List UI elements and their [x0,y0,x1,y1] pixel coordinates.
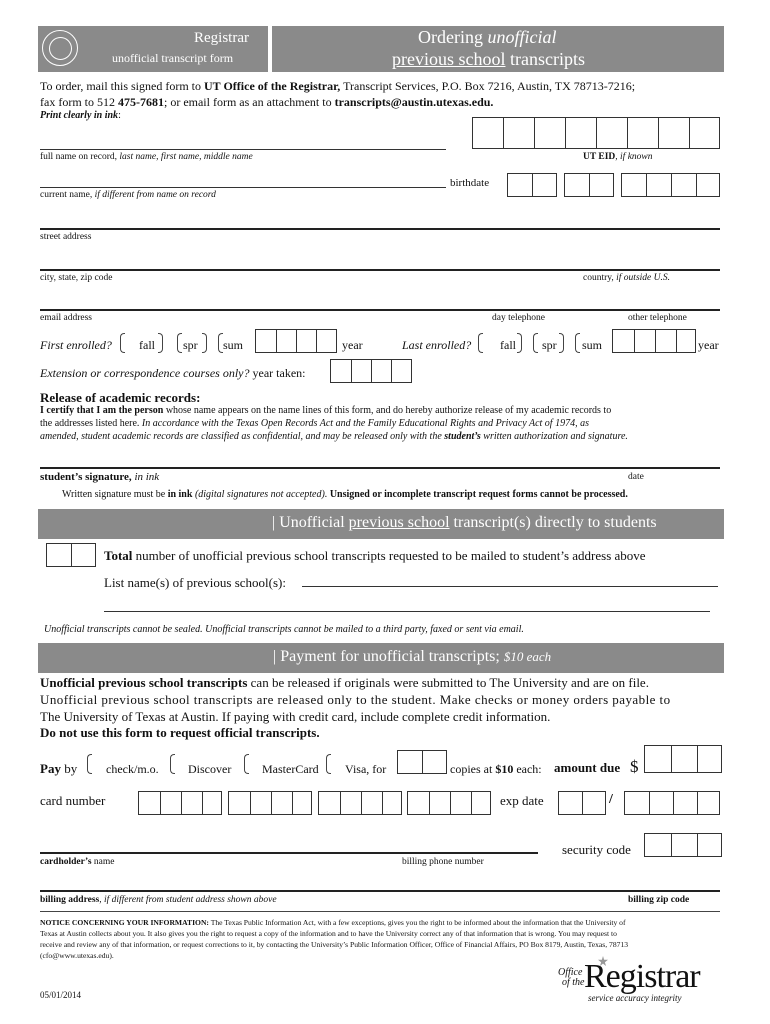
school-list-label: List name(s) of previous school(s): [104,575,286,590]
amount-due-label: amount due [554,760,621,775]
country-label: country, if outside U.S. [583,273,670,283]
last-sum-label: sum [582,338,603,352]
title-line-1: Ordering unofficial [418,27,557,47]
payment-section-title: | Payment for unofficial transcripts; $10 each [273,648,552,665]
intro-line-1: To order, mail this signed form to UT Office of the Registrar, Transcript Services, P.O. Box 7216, Austin, TX 78713-7216; [40,79,636,93]
first-fall-label: fall [139,338,155,352]
signature-note: Written signature must be in ink (digital signatures not accepted). Unsigned or incomplete transcript request forms cannot be processed. [62,489,628,500]
current-name-line[interactable] [40,187,446,188]
mastercard-label: MasterCard [262,762,319,776]
payment-para-1: Unofficial previous school transcripts can be released if originals were submitted to The University and are on file. [40,675,649,690]
check-label: check/m.o. [106,762,159,776]
date-label: date [628,472,644,482]
other-phone-label: other telephone [628,313,687,323]
current-name-label: current name, if different from name on record [40,190,216,200]
first-year-label: year [342,338,363,352]
students-note: Unofficial transcripts cannot be sealed. Unofficial transcripts cannot be mailed to a third party, faxed or sent via email. [44,624,524,635]
notice-line-3: receive and review any of that information, or request corrections to it, by contacting the University’s Public Information Officer, Office of Financial Affairs, PO Box 8179, Austin, Texas, 78713 [40,940,629,949]
exp-date-label: exp date [500,793,544,808]
last-enrolled-label: Last enrolled? [402,338,472,352]
cardholder-label: cardholder’s name [40,857,115,867]
first-spr-right-paren-icon [202,333,207,353]
billing-zip-label: billing zip code [628,895,690,905]
birthdate-year-box[interactable] [621,173,720,197]
form-date: 05/01/2014 [40,990,82,1000]
first-fall-right-paren-icon [158,333,163,353]
discover-label: Discover [188,762,232,776]
logo-of-the: of the [562,977,585,988]
last-fall-label: fall [500,338,516,352]
card-number-group-2[interactable] [228,791,312,815]
card-number-group-4[interactable] [407,791,491,815]
school-list-line-2[interactable] [104,611,710,612]
pay-by-label: Pay by [40,761,78,776]
school-list-line-1[interactable] [302,586,718,587]
last-sum-checkbox-icon[interactable] [575,333,580,353]
first-fall-checkbox-icon[interactable] [120,333,125,353]
card-number-group-1[interactable] [138,791,222,815]
billing-phone-label: billing phone number [402,857,484,867]
payment-para-3: The University of Texas at Austin. If paying with credit card, include complete credit information. [40,709,551,724]
card-number-group-3[interactable] [318,791,402,815]
full-name-line[interactable] [40,149,446,150]
street-line[interactable] [40,228,720,230]
total-label: Total number of unofficial previous school transcripts requested to be mailed to student’s address above [104,548,646,563]
amount-due-boxes[interactable] [644,745,722,773]
logo-tagline: service accuracy integrity [588,993,682,1003]
signature-line[interactable] [40,467,720,469]
first-year-boxes[interactable] [255,329,337,353]
notice-line-1: NOTICE CONCERNING YOUR INFORMATION: The Texas Public Information Act, with a few exceptions, gives you the right to be informed about the information that the University of [40,918,626,927]
payment-para-2: Unofficial previous school transcripts are released only to the student. Make checks or money orders payable to [40,692,671,707]
first-spr-checkbox-icon[interactable] [177,333,182,353]
students-section-title: | Unofficial previous school transcript(s) directly to students [272,514,657,531]
last-year-label: year [698,338,719,352]
release-line-2: the addresses listed here. In accordance with the Texas Open Records Act and the Family Educational Rights and Privacy Act of 1974, as [40,418,589,429]
day-phone-label: day telephone [492,313,546,323]
first-sum-label: sum [223,338,244,352]
card-number-label: card number [40,793,106,808]
mastercard-option-icon[interactable] [244,754,249,774]
city-line[interactable] [40,269,720,271]
discover-option-icon[interactable] [170,754,175,774]
birthdate-day-box[interactable] [564,173,614,197]
last-spr-label: spr [542,338,557,352]
last-year-boxes[interactable] [612,329,696,353]
release-line-3: amended, student academic records are classified as confidential, and may be released only with the student’s written authorization and signature. [40,431,628,442]
first-enrolled-label: First enrolled? [40,338,112,352]
total-count-boxes[interactable] [46,543,96,567]
billing-address-line[interactable] [40,890,720,892]
copies-label: copies at $10 each: [450,762,542,776]
email-label: email address [40,313,92,323]
extension-year-boxes[interactable] [330,359,412,383]
logo-registrar: Registrar [584,958,700,995]
full-name-label: full name on record, last name, first name, middle name [40,152,253,162]
first-spr-label: spr [183,338,198,352]
city-label: city, state, zip code [40,273,113,283]
signature-label: student’s signature, in ink [40,471,160,483]
exp-slash: / [609,792,613,807]
ut-eid-boxes[interactable] [472,117,720,149]
security-code-boxes[interactable] [644,833,722,857]
last-fall-checkbox-icon[interactable] [478,333,483,353]
copies-boxes[interactable] [397,750,447,774]
notice-line-2: Texas at Austin collects about you. It also gives you the right to request a copy of the information and to have the University correct any of that information that is wrong. You may request to [40,929,617,938]
contact-line[interactable] [40,309,720,311]
extension-label: Extension or correspondence courses only? year taken: [40,366,306,380]
billing-address-label: billing address, if different from student address shown above [40,895,277,905]
ut-seal-icon [42,30,78,66]
birthdate-label: birthdate [450,177,490,189]
dollar-sign: $ [630,757,639,776]
title-line-2: previous school transcripts [392,49,585,69]
last-fall-right-paren-icon [517,333,522,353]
cardholder-line[interactable] [40,852,538,854]
exp-year-boxes[interactable] [624,791,720,815]
release-heading: Release of academic records: [40,390,201,405]
intro-line-2: fax form to 512 475-7681; or email form as an attachment to transcripts@austin.utexas.edu. [40,95,494,109]
last-spr-checkbox-icon[interactable] [533,333,538,353]
notice-line-4: (cfo@www.utexas.edu). [40,951,114,960]
birthdate-month-box[interactable] [507,173,557,197]
check-option-icon[interactable] [87,754,92,774]
print-note: Print clearly in ink: [40,110,121,121]
street-label: street address [40,232,92,242]
ut-eid-label: UT EID, if known [583,152,653,162]
office-name: Registrar [194,30,249,46]
exp-month-boxes[interactable] [558,791,606,815]
visa-option-icon[interactable] [326,754,331,774]
release-line-1: I certify that I am the person whose name appears on the name lines of this form, and do hereby authorize release of my academic records to [40,405,612,416]
logo-office: Office [558,967,583,978]
form-name: unofficial transcript form [112,51,234,65]
visa-label: Visa, for [345,762,387,776]
payment-para-4: Do not use this form to request official transcripts. [40,725,320,740]
last-spr-right-paren-icon [559,333,564,353]
notice-divider [40,911,720,912]
security-code-label: security code [562,842,631,857]
